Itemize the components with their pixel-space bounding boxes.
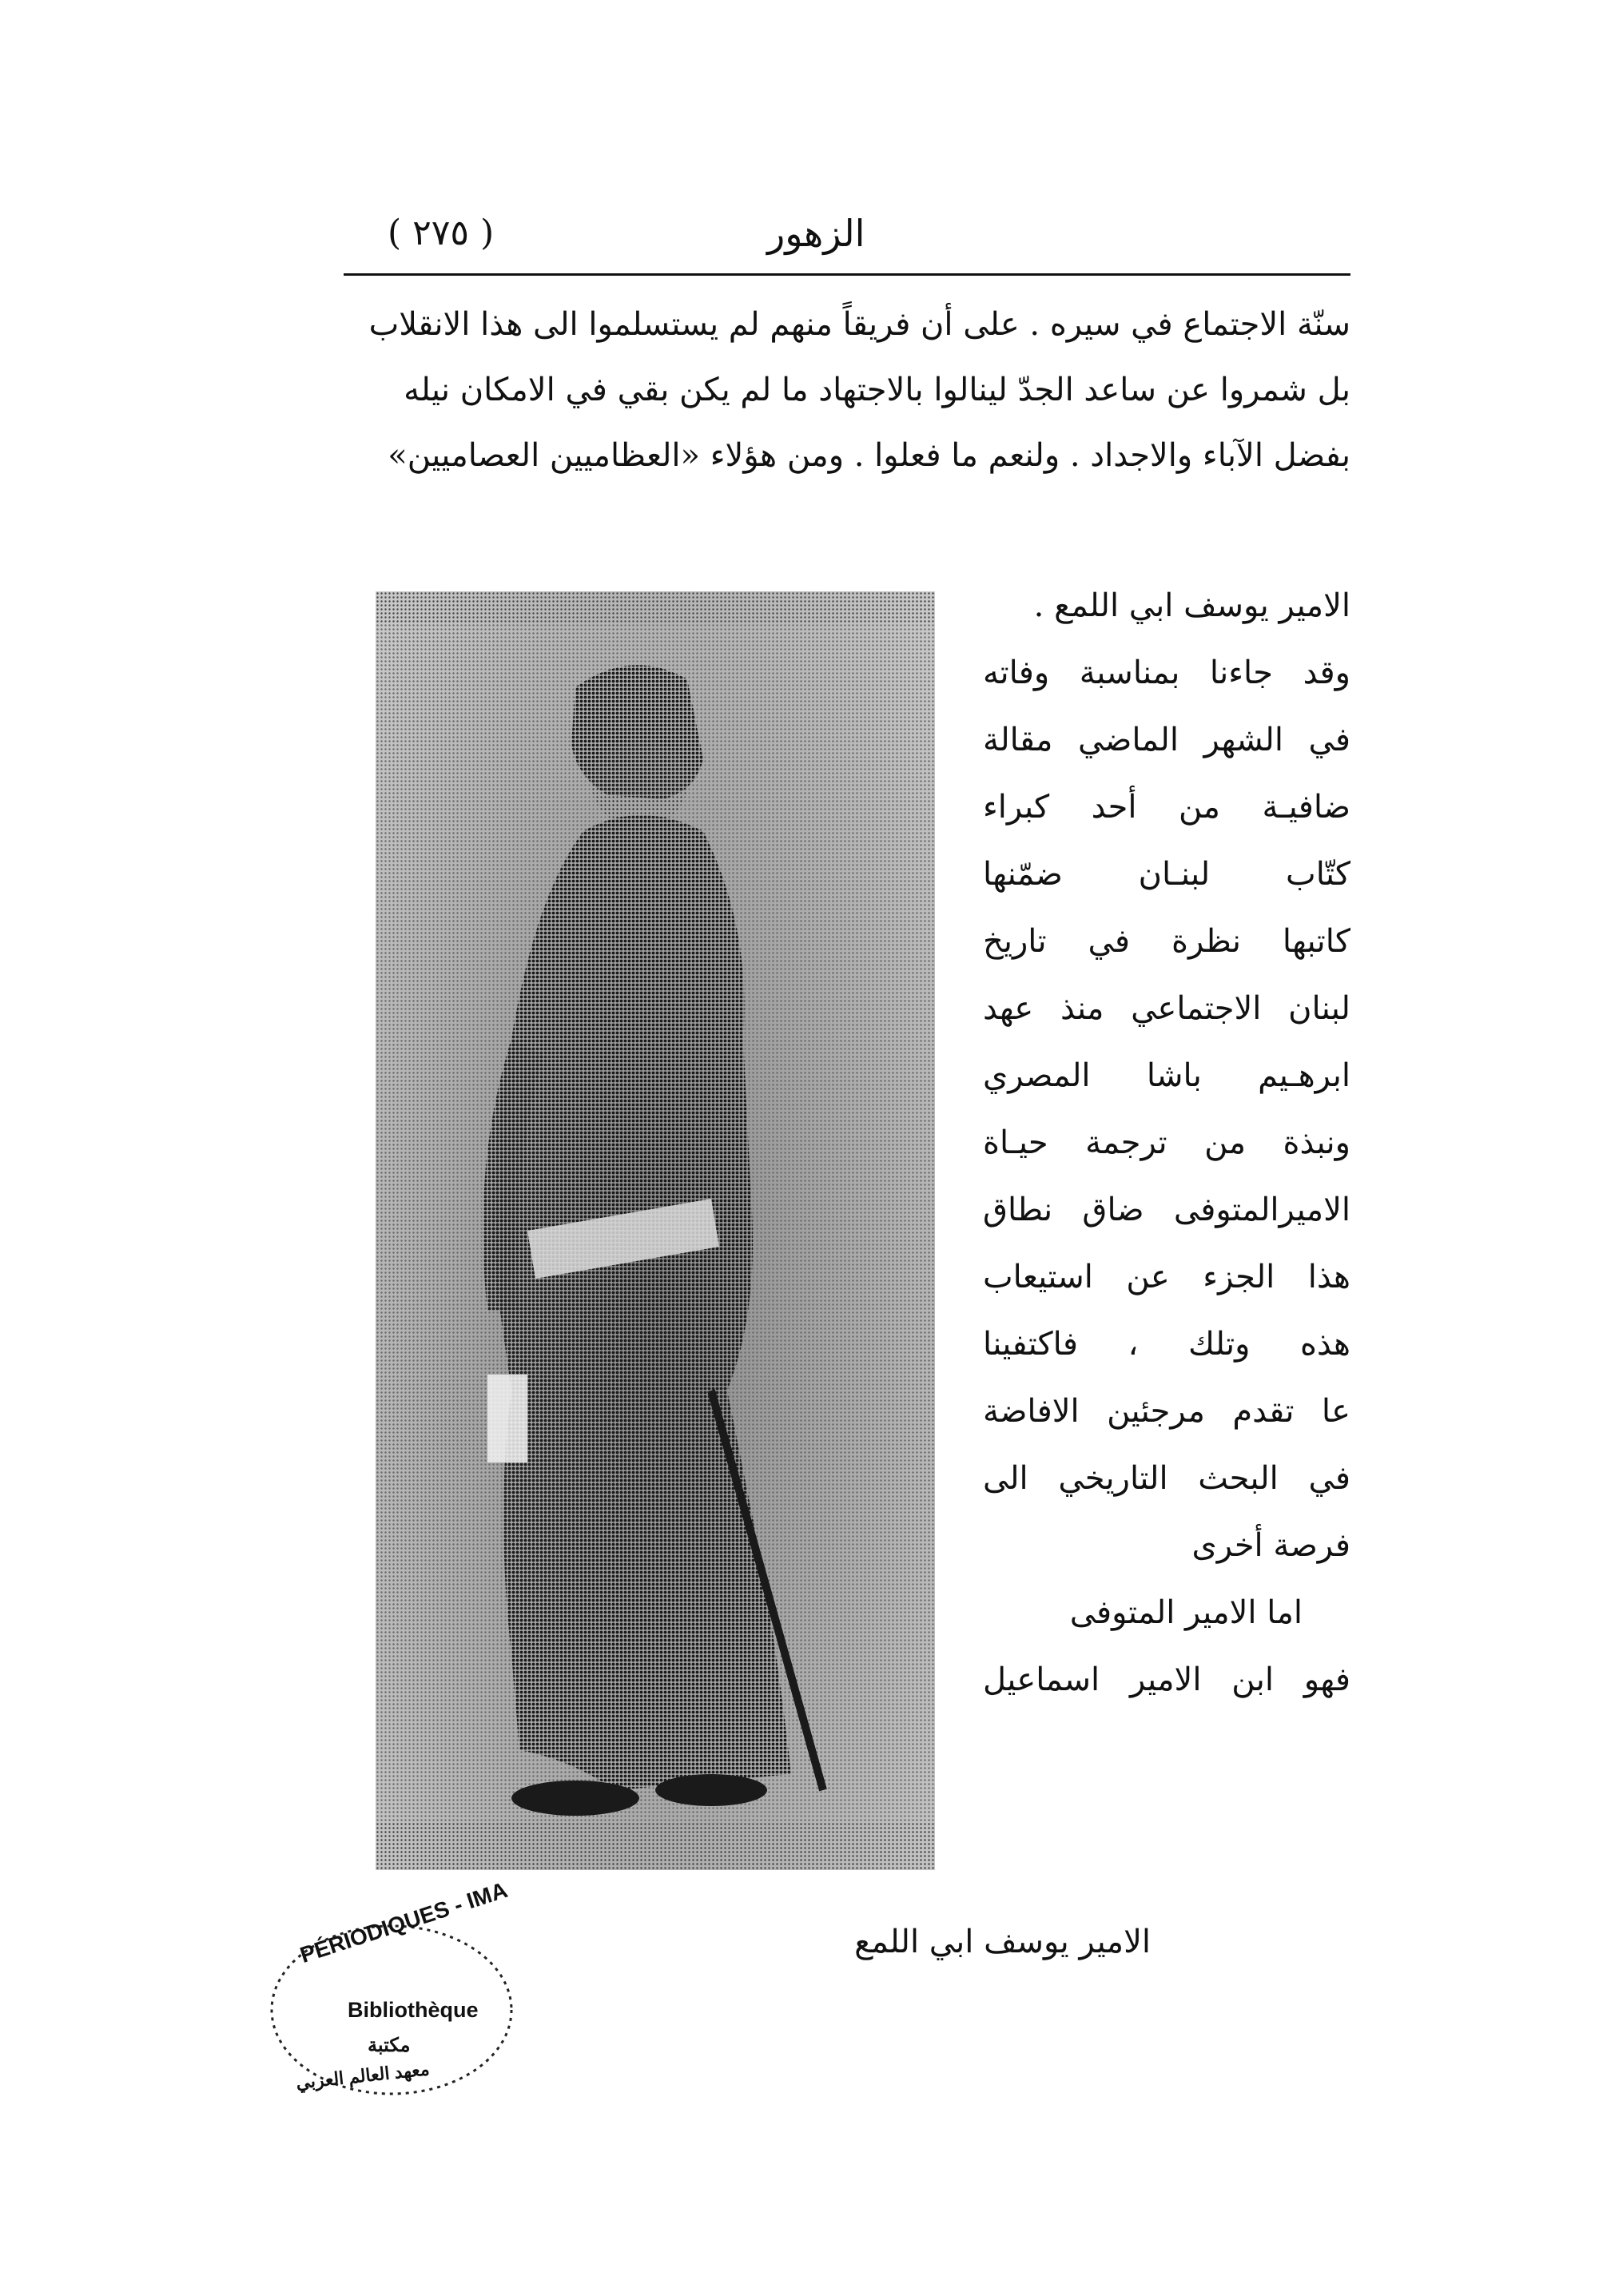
text-line: اما الامير المتوفى bbox=[1069, 1594, 1303, 1631]
text-line: ضافيـة من أحد كبراء bbox=[983, 789, 1350, 826]
text-line: عا تقدم مرجئين الافاضة bbox=[983, 1393, 1350, 1430]
portrait-figure bbox=[376, 591, 935, 1870]
text-line: وقد جاءنا بمناسبة وفاته bbox=[983, 655, 1350, 691]
text-line: فرصة أخرى bbox=[1191, 1527, 1350, 1564]
header-rule bbox=[344, 273, 1350, 276]
text-line: بفضل الآباء والاجداد . ولنعم ما فعلوا . ومن هؤلاء «العظاميين العصاميين» bbox=[388, 437, 1350, 474]
text-line: كاتبها نظرة في تاريخ bbox=[983, 923, 1350, 960]
stamp-library-ar: مكتبة bbox=[368, 2035, 411, 2056]
text-line: ونبذة من ترجمة حيـاة bbox=[983, 1124, 1350, 1161]
side-column-text bbox=[983, 572, 1350, 1713]
text-line: في الشهر الماضي مقالة bbox=[983, 722, 1350, 758]
stamp-institute-ar: معهد العالم العربي bbox=[295, 2059, 431, 2093]
intro-paragraph bbox=[344, 292, 1350, 488]
text-line: هذا الجزء عن استيعاب bbox=[983, 1259, 1350, 1295]
text-line: في البحث التاريخي الى bbox=[983, 1460, 1350, 1497]
text-line: بل شمروا عن ساعد الجدّ لينالوا بالاجتهاد ما لم يكن بقي في الامكان نيله bbox=[404, 372, 1350, 408]
text-line: سنّة الاجتماع في سيره . على أن فريقاً منهم لم يستسلموا الى هذا الانقلاب bbox=[368, 306, 1350, 343]
text-line: الامير يوسف ابي اللمع . bbox=[1033, 587, 1350, 624]
text-line: فهو ابن الامير اسماعيل bbox=[983, 1661, 1350, 1698]
library-stamp bbox=[248, 1876, 535, 2118]
page-number: ( ٢٧٥ ) bbox=[388, 213, 495, 253]
stamp-ring-text: PÉRIODIQUES - IMA bbox=[296, 1876, 511, 1968]
text-line: ابرهـيم باشا المصري bbox=[983, 1057, 1350, 1094]
running-title: الزهور bbox=[767, 212, 865, 255]
photo-caption: الامير يوسف ابي اللمع bbox=[854, 1924, 1151, 1960]
stamp-library-fr: Bibliothèque bbox=[348, 1998, 479, 2022]
text-line: لبنان الاجتماعي منذ عهد bbox=[983, 990, 1350, 1027]
text-line: الاميرالمتوفى ضاق نطاق bbox=[983, 1192, 1350, 1228]
text-line: كتّاب لبنـان ضمّنها bbox=[983, 856, 1350, 893]
page-header bbox=[344, 209, 1350, 265]
portrait-photo bbox=[376, 591, 935, 1870]
text-line: هذه وتلك ، فاكتفينا bbox=[983, 1326, 1350, 1363]
